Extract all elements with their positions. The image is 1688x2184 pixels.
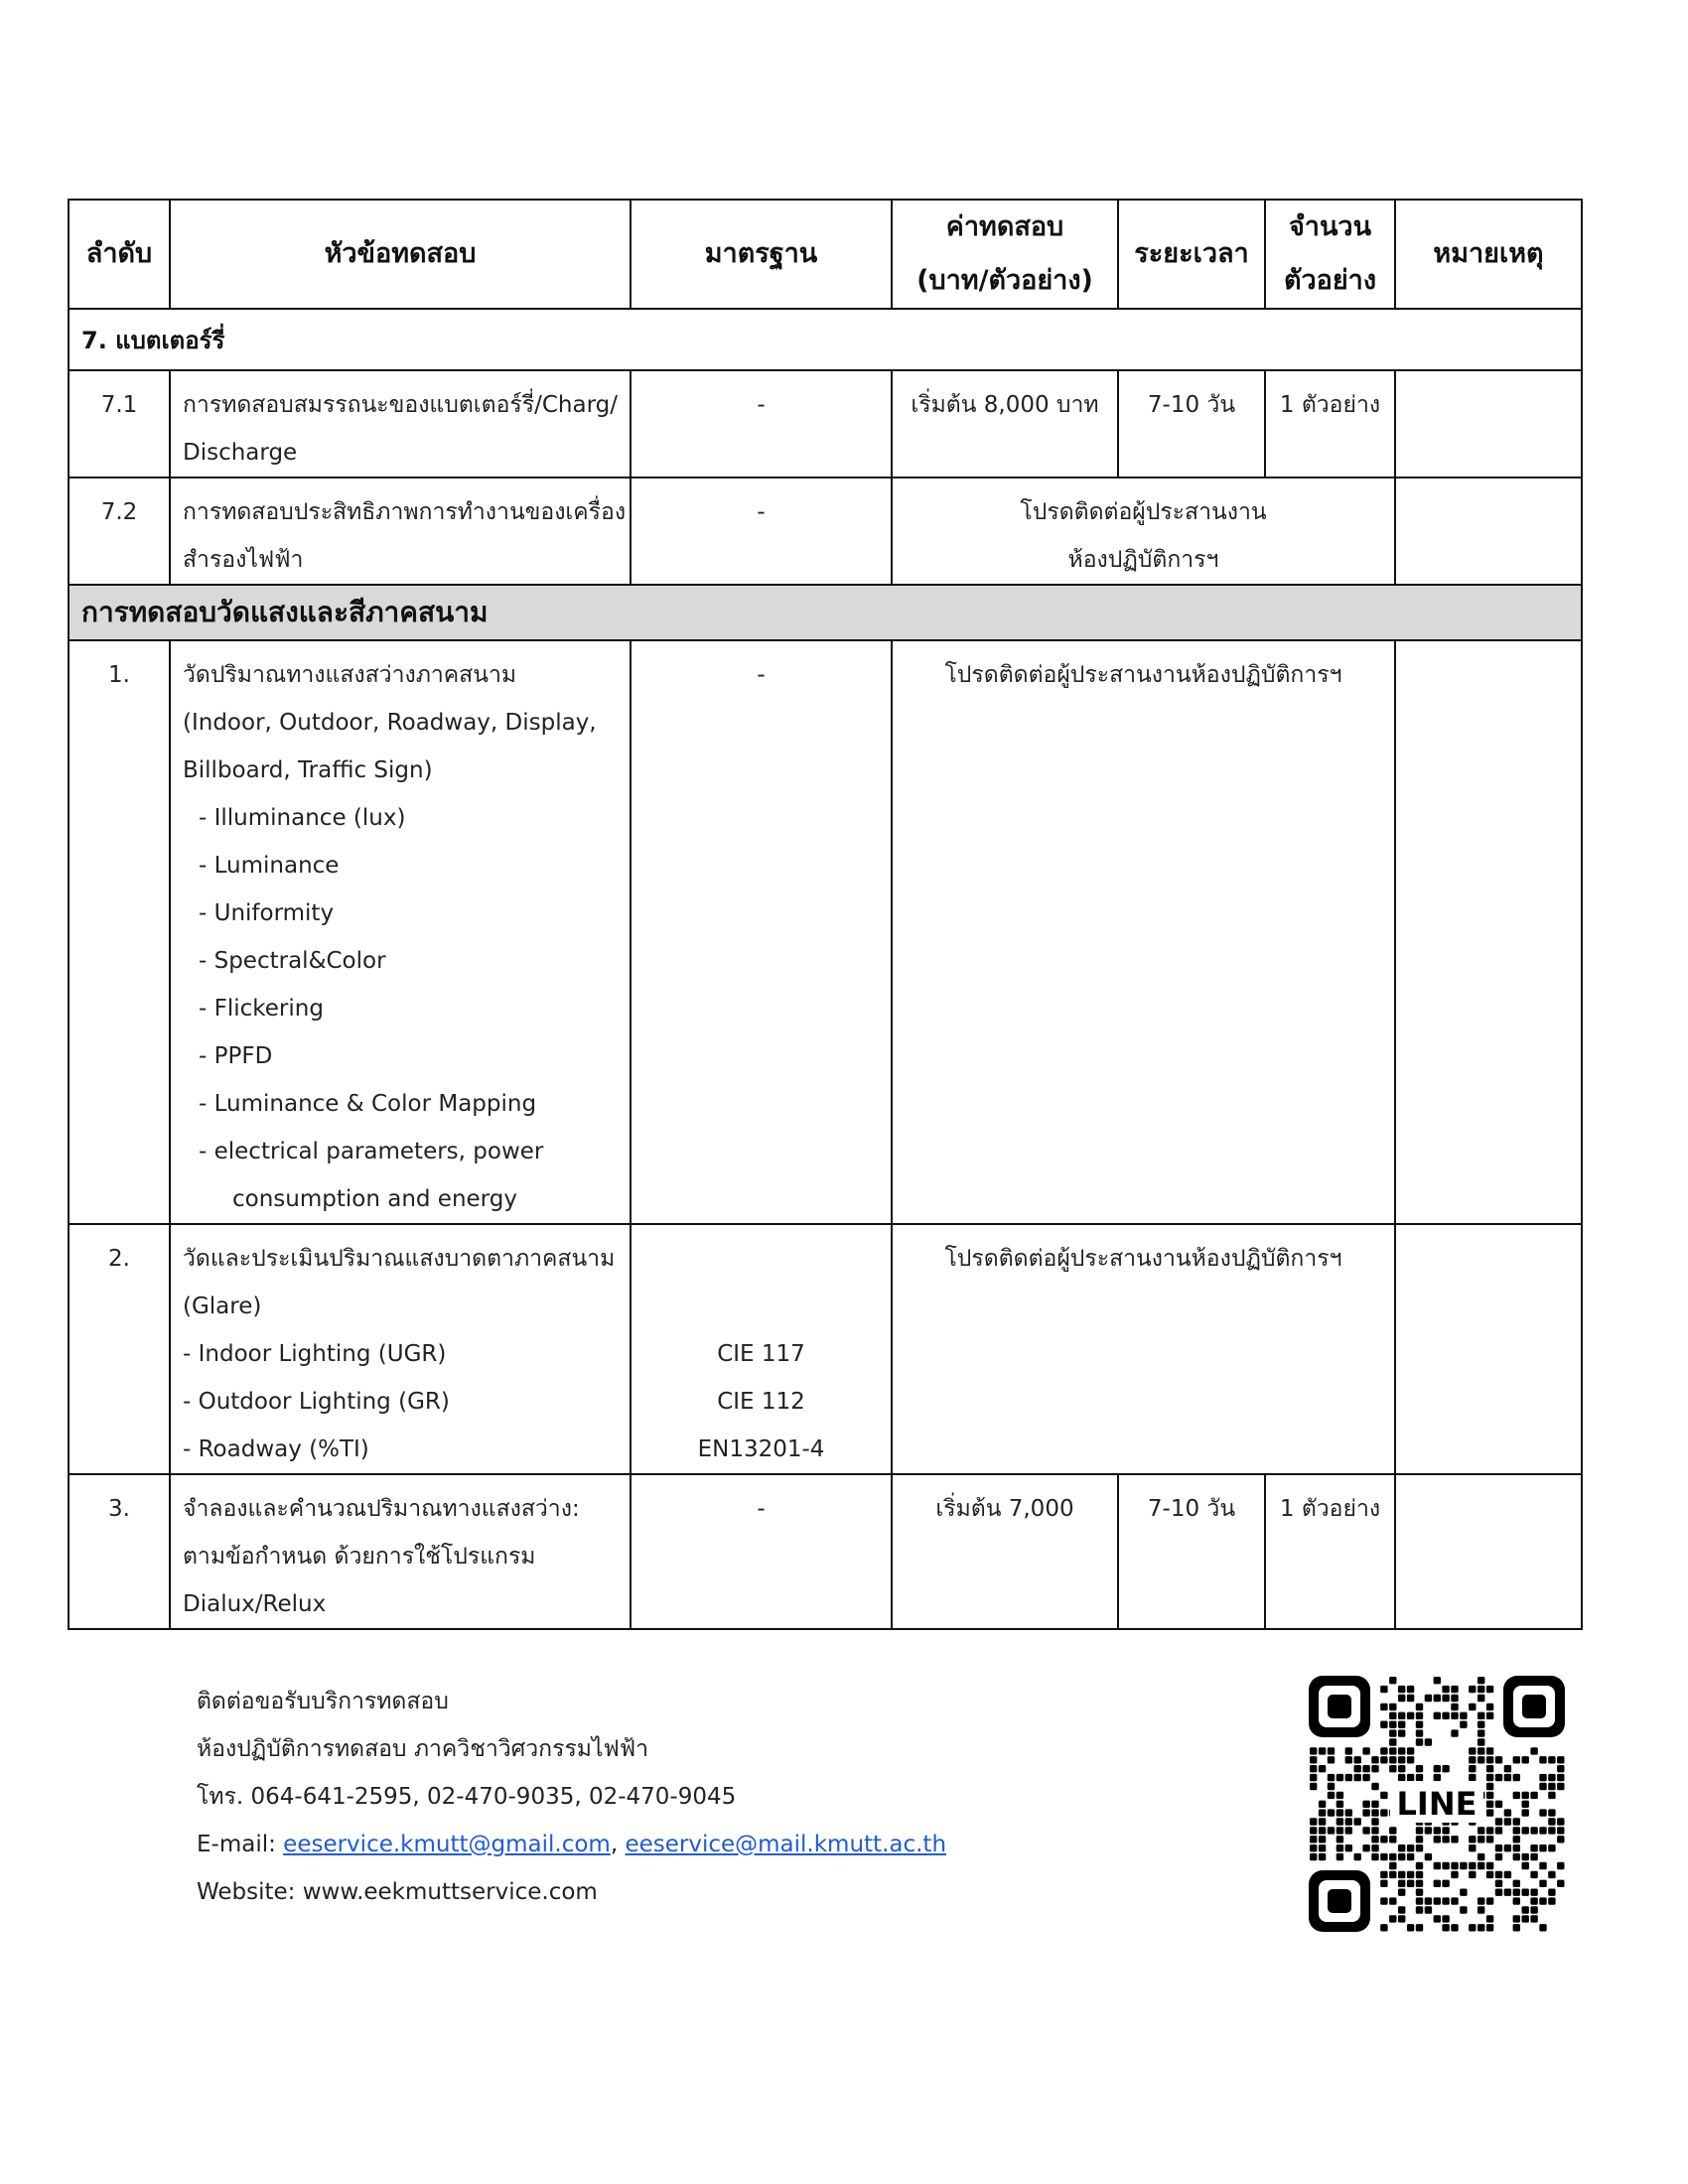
contact-note: โปรดติดต่อผู้ประสานงานห้องปฏิบัติการฯ <box>944 1246 1342 1272</box>
row-number: 1. <box>108 662 130 688</box>
row-duration: 7-10 วัน <box>1147 1496 1236 1522</box>
row-remarks <box>1395 640 1582 1224</box>
standard-code: EN13201-4 <box>697 1436 825 1462</box>
table-row <box>69 370 1582 478</box>
header-no: ลำดับ <box>69 200 170 309</box>
table-row <box>69 1224 1582 1474</box>
header-row <box>69 200 1582 309</box>
footer-website: Website: www.eekmuttservice.com <box>197 1879 598 1905</box>
row-standard: - <box>757 662 766 688</box>
row-fee: เริ่มต้น 8,000 บาท <box>911 392 1099 418</box>
list-item: - PPFD <box>199 1043 273 1069</box>
list-item: - Illuminance (lux) <box>199 805 406 831</box>
section-row <box>69 309 1582 370</box>
row-topic: Dialux/Relux <box>183 1591 327 1617</box>
row-topic: (Glare) <box>183 1294 262 1319</box>
table-row <box>69 640 1582 1224</box>
footer-email-line <box>197 1821 946 1868</box>
standard-code: CIE 117 <box>717 1341 805 1367</box>
email-label: E-mail: <box>197 1832 284 1857</box>
row-topic: (Indoor, Outdoor, Roadway, Display, <box>183 710 597 736</box>
contact-note: ห้องปฏิบัติการฯ <box>1067 547 1219 573</box>
qr-finder-top-right <box>1503 1676 1565 1737</box>
table-row <box>69 478 1582 585</box>
footer-heading: ติดต่อขอรับบริการทดสอบ <box>197 1689 449 1714</box>
row-samples: 1 ตัวอย่าง <box>1279 392 1381 418</box>
header-fee-line2: (บาท/ตัวอย่าง) <box>916 265 1093 296</box>
list-item: - Spectral&Color <box>199 948 386 974</box>
row-topic: การทดสอบประสิทธิภาพการทำงานของเครื่อง <box>183 499 627 525</box>
list-item: - Luminance & Color Mapping <box>199 1091 537 1117</box>
row-remarks <box>1395 478 1582 585</box>
services-table <box>68 199 1583 1630</box>
header-duration: ระยะเวลา <box>1118 200 1265 309</box>
row-topic: ตามข้อกำหนด ด้วยการใช้โปรแกรม <box>183 1544 536 1570</box>
header-samples <box>1265 200 1395 309</box>
header-samples-line1: จำนวน <box>1288 211 1372 242</box>
row-standard: - <box>757 1496 766 1522</box>
row-topic: จำลองและคำนวณปริมาณทางแสงสว่าง: <box>183 1496 580 1522</box>
footer-phone: โทร. 064-641-2595, 02-470-9035, 02-470-9045 <box>197 1784 737 1810</box>
list-item: - Roadway (%TI) <box>183 1436 369 1462</box>
email-separator: , <box>610 1832 626 1857</box>
qr-finder-top-left <box>1309 1676 1370 1737</box>
header-topic: หัวข้อทดสอบ <box>170 200 631 309</box>
row-remarks <box>1395 1474 1582 1629</box>
row-topic: สำรองไฟฟ้า <box>183 547 304 573</box>
row-standard: - <box>757 499 766 525</box>
row-number: 7.1 <box>100 392 138 418</box>
list-item: - Indoor Lighting (UGR) <box>183 1341 447 1367</box>
row-samples: 1 ตัวอย่าง <box>1279 1496 1381 1522</box>
list-item: - Luminance <box>199 853 340 879</box>
list-item: - electrical parameters, power <box>199 1139 544 1164</box>
standard-code: CIE 112 <box>717 1389 805 1415</box>
email-link-gmail[interactable]: eeservice.kmutt@gmail.com <box>283 1832 611 1857</box>
table-row <box>69 1474 1582 1629</box>
row-number: 3. <box>108 1496 130 1522</box>
row-number: 7.2 <box>100 499 138 525</box>
contact-note: โปรดติดต่อผู้ประสานงานห้องปฏิบัติการฯ <box>944 662 1342 688</box>
row-remarks <box>1395 1224 1582 1474</box>
contact-note: โปรดติดต่อผู้ประสานงาน <box>1020 499 1267 525</box>
footer-lab-name: ห้องปฏิบัติการทดสอบ ภาควิชาวิศวกรรมไฟฟ้า <box>197 1736 649 1762</box>
list-item: - Flickering <box>199 996 324 1022</box>
row-topic: วัดปริมาณทางแสงสว่างภาคสนาม <box>183 662 517 688</box>
row-fee: เริ่มต้น 7,000 <box>935 1496 1074 1522</box>
list-item: - Outdoor Lighting (GR) <box>183 1389 450 1415</box>
section-title: 7. แบตเตอร์รี่ <box>69 309 1582 370</box>
header-fee <box>892 200 1118 309</box>
section-row <box>69 585 1582 640</box>
line-qr-code <box>1309 1676 1565 1932</box>
row-topic: Billboard, Traffic Sign) <box>183 757 433 783</box>
header-standard: มาตรฐาน <box>631 200 892 309</box>
row-number: 2. <box>108 1246 130 1272</box>
header-remarks: หมายเหตุ <box>1395 200 1582 309</box>
field-section-title: การทดสอบวัดแสงและสีภาคสนาม <box>69 585 1582 640</box>
line-logo-text: LINE <box>1396 1785 1477 1823</box>
row-remarks <box>1395 370 1582 478</box>
contact-footer <box>197 1678 946 1916</box>
qr-finder-bottom-left <box>1309 1870 1370 1932</box>
list-item-continuation: consumption and energy <box>232 1186 517 1212</box>
row-topic: Discharge <box>183 440 298 466</box>
row-duration: 7-10 วัน <box>1147 392 1236 418</box>
header-samples-line2: ตัวอย่าง <box>1283 265 1377 296</box>
row-standard: - <box>757 392 766 418</box>
row-topic: วัดและประเมินปริมาณแสงบาดตาภาคสนาม <box>183 1246 616 1272</box>
email-link-kmutt[interactable]: eeservice@mail.kmutt.ac.th <box>625 1832 947 1857</box>
header-fee-line1: ค่าทดสอบ <box>945 211 1064 242</box>
row-topic: การทดสอบสมรรถนะของแบตเตอร์รี่/Charg/ <box>183 392 618 418</box>
list-item: - Uniformity <box>199 900 335 926</box>
